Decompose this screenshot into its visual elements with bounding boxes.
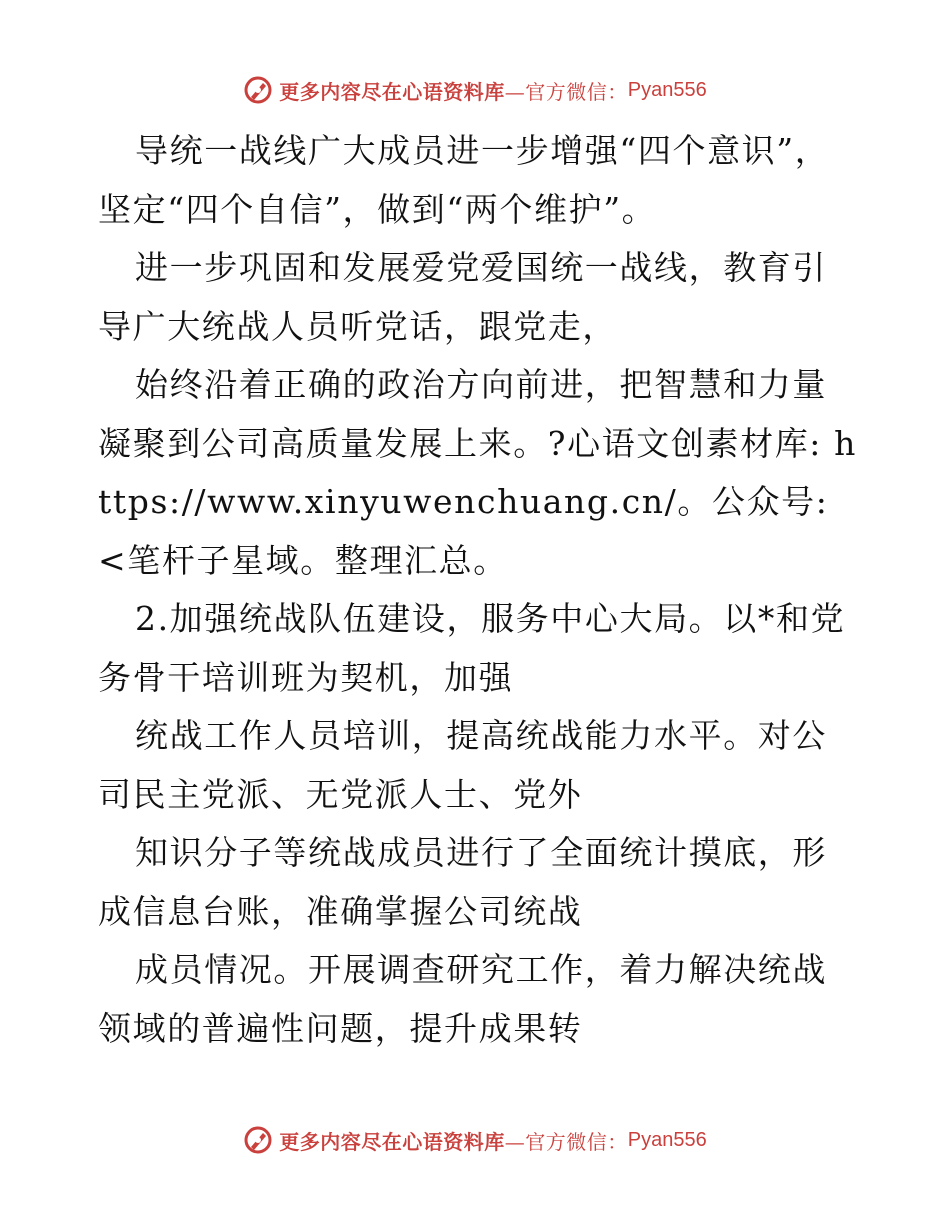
paragraph-4: 2.加强统战队伍建设，服务中心大局。以*和党务骨干培训班为契机，加强 [98, 599, 846, 697]
pen-logo-icon [243, 1125, 273, 1155]
paragraph-1: 导统一战线广大成员进一步增强“四个意识”，坚定“四个自信”，做到“两个维护”。 [98, 131, 830, 229]
paragraph-3: 始终沿着正确的政治方向前进，把智慧和力量凝聚到公司高质量发展上来。?心语文创素材库: https://www.xinyuwenchuang.cn/。公众号: <笔杆子星域。整理汇总。 [98, 365, 857, 580]
paragraph-5: 统战工作人员培训，提高统战能力水平。对公司民主党派、无党派人士、党外 [98, 716, 827, 814]
document-body [98, 122, 858, 1058]
pen-logo-icon [243, 75, 273, 105]
paragraph-6: 知识分子等统战成员进行了全面统计摸底，形成信息台账，准确掌握公司统战 [98, 833, 827, 931]
watermark-main-text: 更多内容尽在心语资料库 [279, 1129, 505, 1154]
footer-watermark [0, 1122, 950, 1158]
watermark-separator-text: —官方微信： [504, 1129, 628, 1154]
watermark-separator-text: —官方微信： [504, 79, 628, 104]
paragraph-2: 进一步巩固和发展爱党爱国统一战线，教育引导广大统战人员听党话，跟党走， [98, 248, 827, 346]
watermark-wechat-id: Pyan556 [627, 78, 707, 101]
header-watermark [0, 72, 950, 108]
watermark-main-text: 更多内容尽在心语资料库 [279, 79, 505, 104]
paragraph-7: 成员情况。开展调查研究工作，着力解决统战领域的普遍性问题，提升成果转 [98, 950, 827, 1048]
watermark-wechat-id: Pyan556 [627, 1128, 707, 1151]
